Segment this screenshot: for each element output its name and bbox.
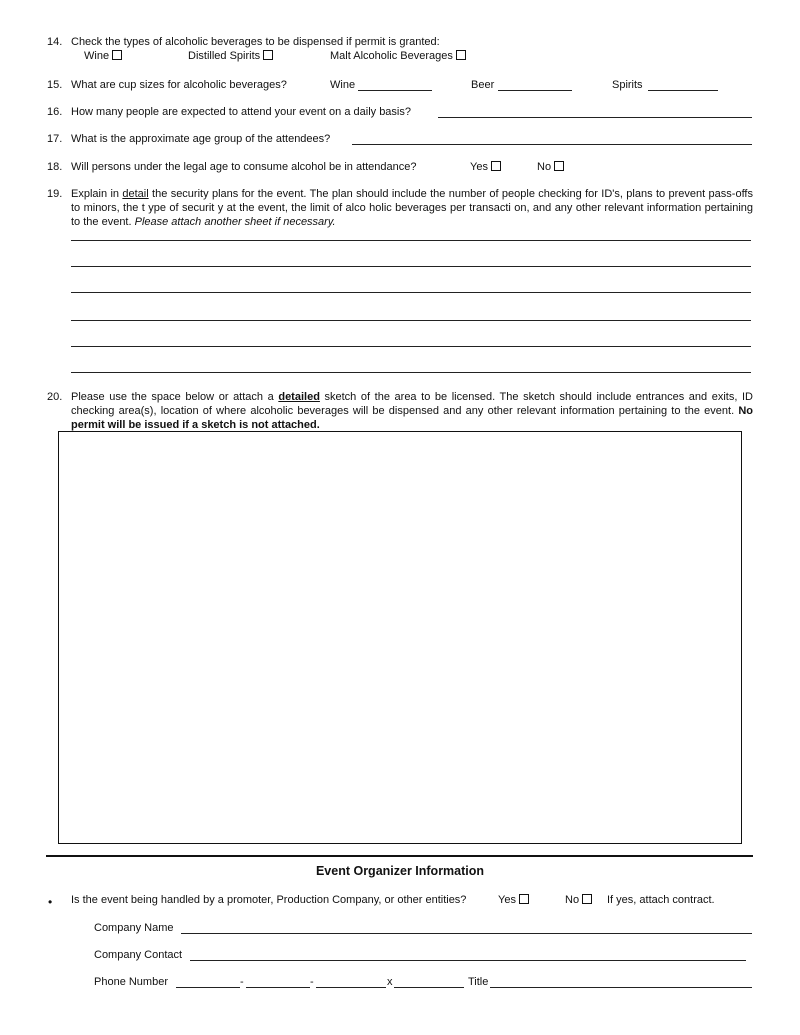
beer-cup-size-field[interactable] <box>498 90 572 91</box>
q19-pre: Explain in <box>71 188 123 200</box>
title-label: Title <box>468 976 489 988</box>
company-name-label: Company Name <box>94 922 174 934</box>
q16-text: How many people are expected to attend your event on a daily basis? <box>71 106 411 118</box>
no-label: No <box>565 894 580 906</box>
yes-label: Yes <box>470 161 488 173</box>
phone-number-label: Phone Number <box>94 976 168 988</box>
company-contact-field[interactable] <box>190 960 746 961</box>
phone-area-code-field[interactable] <box>176 987 240 988</box>
organizer-yes-option[interactable] <box>498 893 529 907</box>
q15-wine-label: Wine <box>330 79 356 91</box>
q14-option-distilled-spirits[interactable] <box>188 49 273 63</box>
phone-dash-1: - <box>240 976 244 988</box>
spirits-cup-size-field[interactable] <box>648 90 718 91</box>
option-label: Wine <box>84 50 110 62</box>
organizer-no-option[interactable] <box>565 893 592 907</box>
yes-label: Yes <box>498 894 516 906</box>
q15-beer-label: Beer <box>471 79 495 91</box>
malt-beverages-checkbox[interactable] <box>456 50 466 60</box>
underage-yes-checkbox[interactable] <box>491 161 501 171</box>
q15-text: What are cup sizes for alcoholic beverages? <box>71 79 287 91</box>
daily-attendance-field[interactable] <box>438 117 752 118</box>
q18-yes-option[interactable] <box>470 160 501 174</box>
q16-number: 16. <box>47 106 63 118</box>
q18-number: 18. <box>47 161 63 173</box>
q20-pre: Please use the space below or attach a <box>71 391 279 403</box>
q15-number: 15. <box>47 79 63 91</box>
q20-emphasis: detailed <box>278 391 320 403</box>
security-plan-line-1[interactable] <box>71 240 751 241</box>
sketch-area[interactable] <box>58 431 742 844</box>
q19-post: the security plans for the event. The plan should include the number of people checking for ID's, plans to prevent pass-offs to minors, the t ype of securit y at the event, the limit of alco holic beverages per transacti on, and any other relevant information pertaining to the event. <box>71 188 753 228</box>
security-plan-line-3[interactable] <box>71 292 751 293</box>
company-contact-label: Company Contact <box>94 949 183 961</box>
q18-text: Will persons under the legal age to consume alcohol be in attendance? <box>71 161 417 173</box>
q19-note: Please attach another sheet if necessary. <box>134 216 336 228</box>
title-field[interactable] <box>490 987 752 988</box>
q14-option-malt[interactable] <box>330 49 466 63</box>
q14-text: Check the types of alcoholic beverages to be dispensed if permit is granted: <box>71 36 440 48</box>
q14-number: 14. <box>47 36 63 48</box>
q17-number: 17. <box>47 133 63 145</box>
q14-option-wine[interactable] <box>84 49 122 63</box>
promoter-no-checkbox[interactable] <box>582 894 592 904</box>
section-divider <box>46 855 753 857</box>
security-plan-line-4[interactable] <box>71 320 751 321</box>
phone-prefix-field[interactable] <box>246 987 310 988</box>
phone-line-field[interactable] <box>316 987 386 988</box>
q20-text <box>71 390 753 432</box>
bullet-icon: • <box>48 895 53 909</box>
phone-ext-label: x <box>387 976 393 988</box>
q20-warning: No permit will be issued if a sketch is not attached. <box>71 405 753 431</box>
organizer-question: Is the event being handled by a promoter, Production Company, or other entities? <box>71 894 467 906</box>
security-plan-line-6[interactable] <box>71 372 751 373</box>
q18-no-option[interactable] <box>537 160 564 174</box>
distilled-spirits-checkbox[interactable] <box>263 50 273 60</box>
q15-spirits-label: Spirits <box>612 79 643 91</box>
q20-post: sketch of the area to be licensed. The sketch should include entrances and exits, ID checking area(s), location of where alcoholic beverages will be dispensed and any other relevant information pertaining to the event. <box>71 391 754 417</box>
option-label: Malt Alcoholic Beverages <box>330 50 453 62</box>
organizer-heading: Event Organizer Information <box>315 864 485 878</box>
q19-text <box>71 187 753 229</box>
phone-extension-field[interactable] <box>394 987 464 988</box>
company-name-field[interactable] <box>181 933 752 934</box>
q19-number: 19. <box>47 188 63 200</box>
q19-emphasis: detail <box>122 188 149 200</box>
wine-cup-size-field[interactable] <box>358 90 432 91</box>
security-plan-line-5[interactable] <box>71 346 751 347</box>
security-plan-line-2[interactable] <box>71 266 751 267</box>
wine-checkbox[interactable] <box>112 50 122 60</box>
phone-dash-2: - <box>310 976 314 988</box>
promoter-yes-checkbox[interactable] <box>519 894 529 904</box>
underage-no-checkbox[interactable] <box>554 161 564 171</box>
q17-text: What is the approximate age group of the attendees? <box>71 133 331 145</box>
q20-number: 20. <box>47 391 63 403</box>
option-label: Distilled Spirits <box>188 50 261 62</box>
organizer-note: If yes, attach contract. <box>607 894 715 906</box>
age-group-field[interactable] <box>352 144 752 145</box>
no-label: No <box>537 161 552 173</box>
